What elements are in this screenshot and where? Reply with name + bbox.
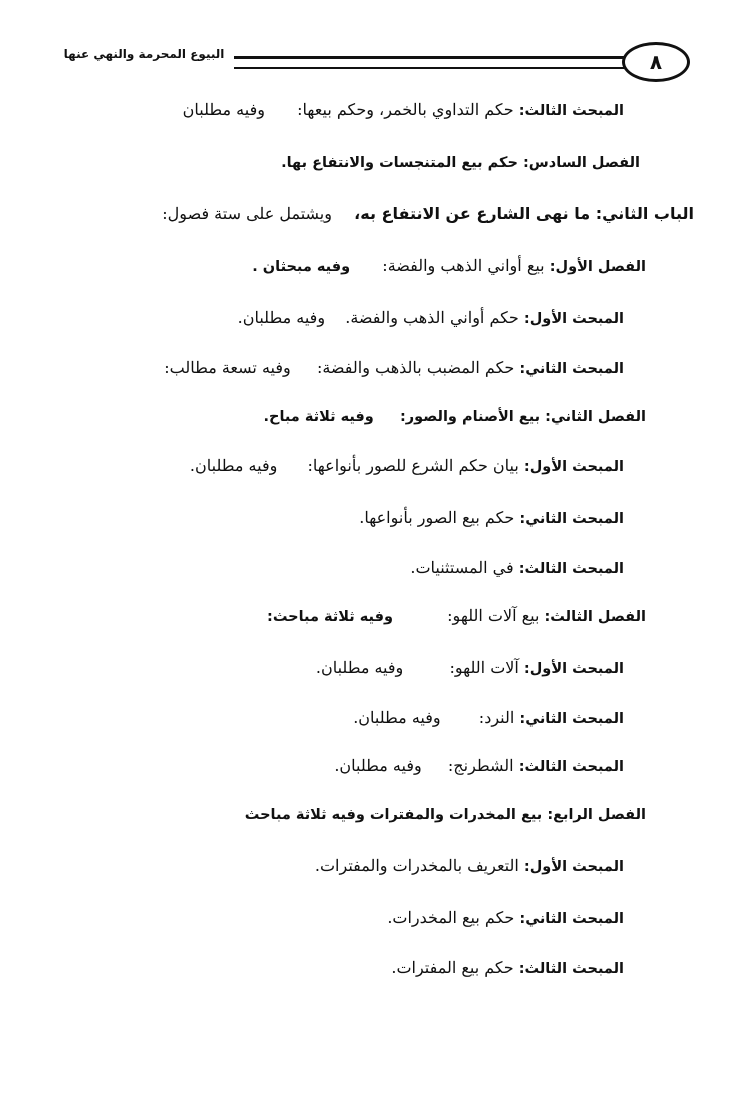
toc-line-label: المبحث الثالث:: [518, 561, 624, 577]
toc-line-text: التعريف بالمخدرات والمفترات.: [314, 856, 519, 875]
toc-line-note: وفيه ثلاثة مباحث:: [267, 609, 393, 625]
toc-line: [391, 956, 624, 981]
toc-line-text: الشطرنج:: [447, 756, 514, 775]
toc-line-text: حكم أواني الذهب والفضة.: [345, 308, 519, 327]
toc-line-label: المبحث الثاني:: [519, 511, 624, 527]
toc-line: [315, 854, 624, 879]
toc-line-label: الفصل الرابع:: [547, 807, 646, 823]
toc-line: [263, 404, 646, 429]
toc-line: [334, 754, 624, 779]
toc-line-label: المبحث الأول:: [523, 859, 624, 875]
toc-line-text: آلات اللهو:: [449, 658, 519, 677]
toc-line-note: وفيه تسعة مطالب:: [164, 358, 291, 377]
toc-line: [252, 254, 646, 279]
toc-line-text: بيع أواني الذهب والفضة:: [382, 256, 545, 275]
toc-line: [353, 706, 624, 731]
toc-line-text: حكم بيع المخدرات.: [387, 908, 515, 927]
page-number-badge: [622, 42, 690, 82]
toc-line-label: المبحث الثاني:: [519, 911, 624, 927]
toc-line: [162, 202, 694, 226]
toc-line-note: وفيه مطلبان.: [353, 708, 441, 727]
toc-line: [245, 802, 646, 827]
page-number: ٨: [649, 50, 663, 74]
page-header: [56, 40, 696, 84]
toc-line-label: المبحث الثالث:: [518, 103, 624, 119]
toc-line-label: الفصل السادس:: [523, 155, 640, 171]
toc-line-label: الفصل الثالث:: [544, 609, 646, 625]
toc-line-text: حكم التداوي بالخمر، وحكم بيعها:: [297, 100, 514, 119]
toc-line-text: بيع آلات اللهو:: [447, 606, 540, 625]
toc-line-text: النرد:: [478, 708, 515, 727]
toc-line: [267, 604, 646, 629]
toc-line: [410, 556, 624, 581]
toc-line-label: الفصل الثاني:: [545, 409, 646, 425]
toc-line-text: بيع المخدرات والمفترات وفيه ثلاثة مباحث: [244, 807, 543, 823]
toc-line-note: وفيه مطلبان: [182, 100, 265, 119]
toc-line: [238, 306, 624, 331]
toc-line-label: المبحث الثاني:: [519, 711, 624, 727]
toc-line-label: المبحث الثالث:: [518, 961, 624, 977]
toc-line-label: المبحث الأول:: [523, 459, 624, 475]
toc-line-text: حكم بيع الصور بأنواعها.: [359, 508, 515, 527]
toc-line: [316, 656, 624, 681]
toc-line-note: وفيه ثلاثة مباح.: [263, 409, 374, 425]
toc-line-text: في المستثنيات.: [410, 558, 514, 577]
toc-line-text: حكم بيع المفترات.: [391, 958, 514, 977]
toc-line-note: وفيه مطلبان.: [334, 756, 422, 775]
toc-line: [190, 454, 624, 479]
toc-line: [359, 506, 624, 531]
toc-line: [183, 98, 624, 123]
toc-line-label: المبحث الأول:: [523, 661, 624, 677]
toc-line-text: حكم المضبب بالذهب والفضة:: [316, 358, 515, 377]
header-double-rule: [234, 56, 624, 69]
toc-line-label: المبحث الثاني:: [519, 361, 624, 377]
toc-line: [387, 906, 624, 931]
toc-line-text: بيع الأصنام والصور:: [399, 409, 541, 425]
toc-line-note: وفيه مطلبان.: [189, 456, 278, 475]
toc-line: [281, 150, 640, 175]
running-title: البيوع المحرمة والنهي عنها: [63, 47, 225, 61]
toc-line: [164, 356, 624, 381]
toc-line-text: ويشتمل على ستة فصول:: [162, 204, 332, 223]
toc-line-note: وفيه مبحثان .: [252, 259, 351, 275]
toc-line-text: حكم بيع المتنجسات والانتفاع بها.: [281, 155, 518, 171]
toc-line-label: المبحث الثالث:: [518, 759, 624, 775]
toc-line-text: بيان حكم الشرع للصور بأنواعها:: [307, 456, 519, 475]
toc-line-label: المبحث الأول:: [523, 311, 624, 327]
toc-line-note: وفيه مطلبان.: [237, 308, 326, 327]
toc-line-label: الباب الثاني: ما نهى الشارع عن الانتفاع به،: [354, 204, 694, 223]
toc-line-label: الفصل الأول:: [549, 259, 646, 275]
toc-line-note: وفيه مطلبان.: [315, 658, 404, 677]
